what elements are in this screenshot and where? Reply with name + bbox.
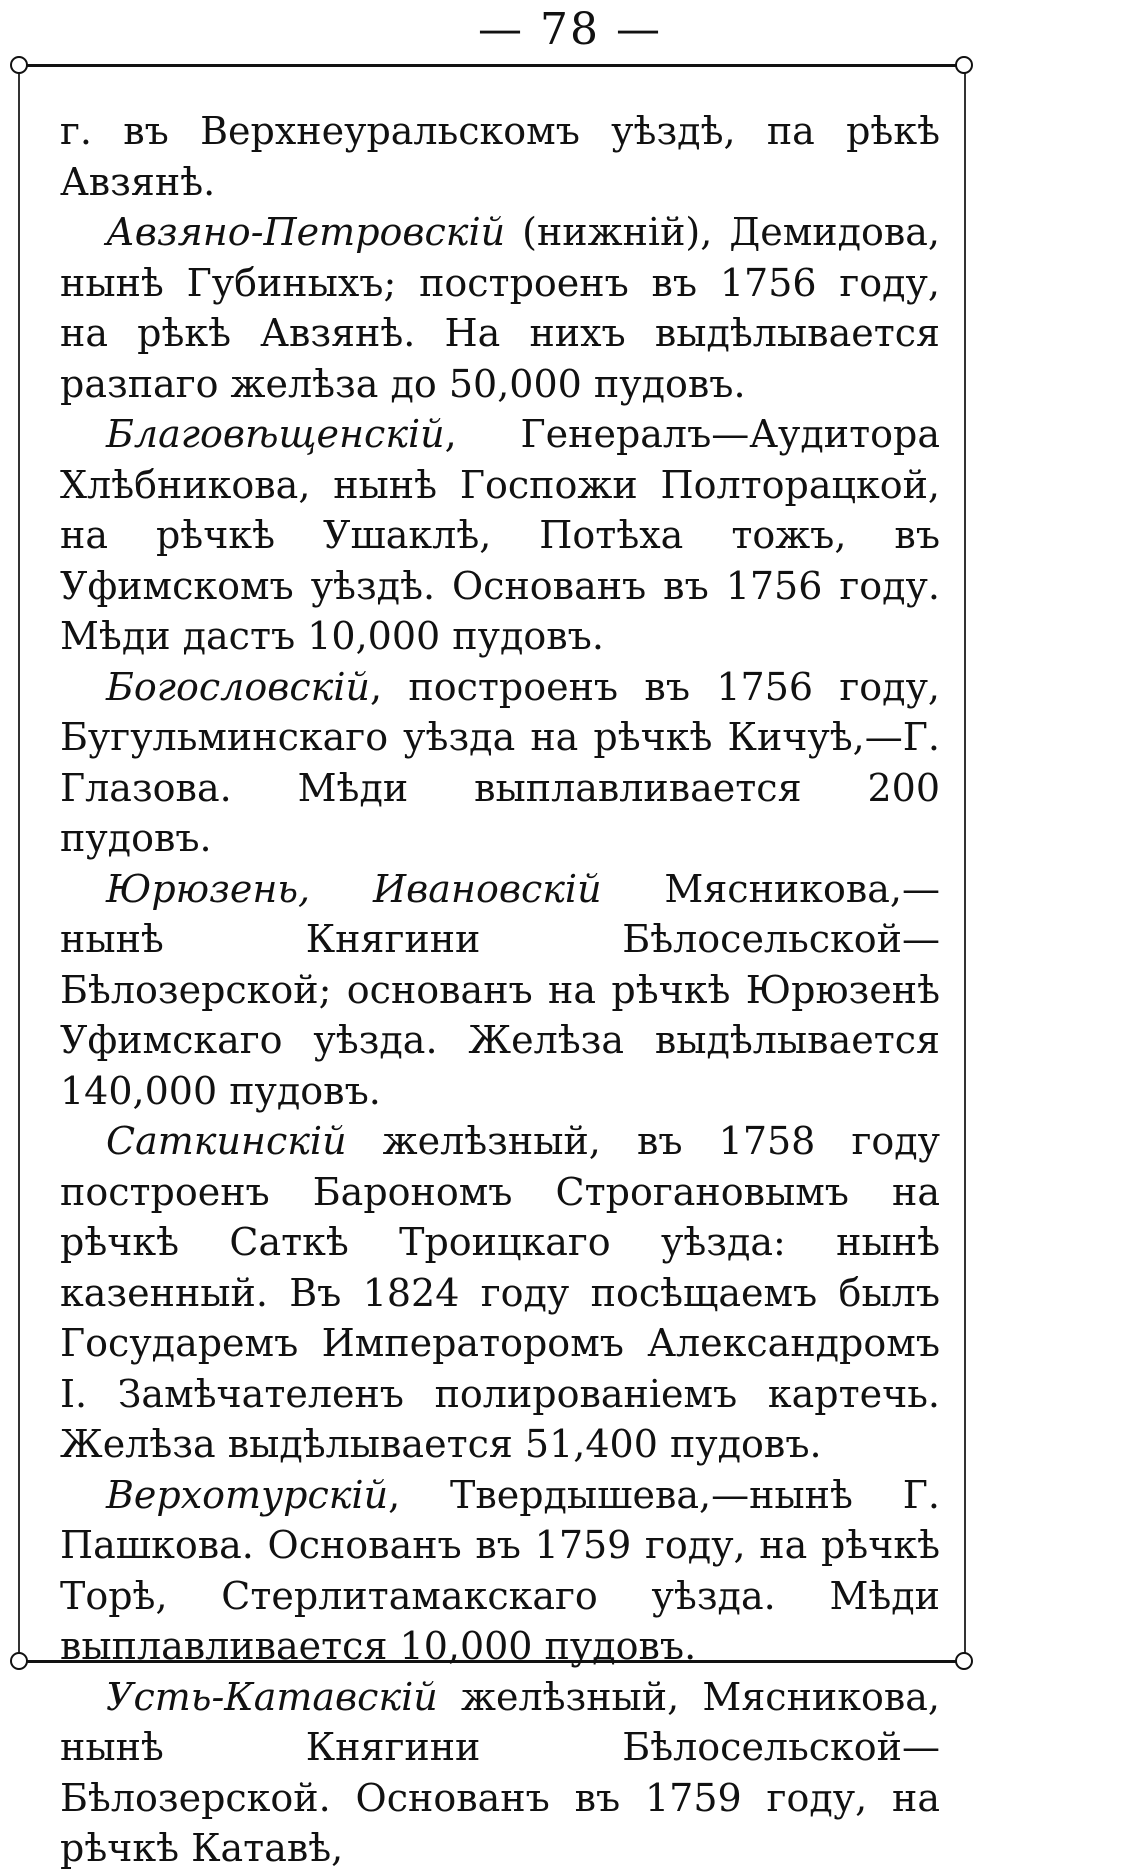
paragraph-verkhneuralsk-continuation <box>60 106 940 207</box>
paragraph-ust-katavsky <box>60 1672 940 1874</box>
paragraph-avzyano-petrovsky <box>60 207 940 409</box>
factory-name: Юрюзень, Ивановскій <box>106 866 602 911</box>
corner-ornament-top-left <box>10 56 28 74</box>
corner-ornament-bottom-left <box>10 1652 28 1670</box>
factory-name: Верхотурскій <box>106 1472 389 1517</box>
frame-top-rule <box>18 64 966 67</box>
paragraph-bogoslovsky <box>60 662 940 864</box>
factory-name: Благовѣщенскій <box>106 412 445 456</box>
paragraph-text: , построенъ въ 1756 году, Бугульминскаго уѣзда на рѣчкѣ Кичуѣ,—Г. Глазова. Мѣди выплавливается 200 пудовъ. <box>60 664 940 860</box>
frame-left-rule <box>18 64 20 1662</box>
paragraph-text: желѣзный, въ 1758 году построенъ Барономъ Строгановымъ на рѣчкѣ Саткѣ Троицкаго уѣзда: нынѣ казенный. Въ 1824 году посѣщаемъ былъ Государемъ Императоромъ Александромъ I. Замѣчателенъ полированіемъ картечь. Желѣза выдѣлывается 51,400 пудовъ. <box>60 1119 940 1466</box>
paragraph-blagoveshchensky <box>60 409 940 662</box>
frame-right-rule <box>964 64 966 1662</box>
paragraph-text: , Твердышева,—нынѣ Г. Пашкова. Основанъ въ 1759 году, на рѣчкѣ Торѣ, Стерлитамакскаго уѣзда. Мѣди выплавливается 10,000 пудовъ. <box>60 1472 940 1668</box>
corner-ornament-bottom-right <box>955 1652 973 1670</box>
body-text <box>60 106 940 1874</box>
factory-name: Усть-Катавскій <box>106 1674 438 1719</box>
paragraph-yuryuzen-ivanovsky <box>60 864 940 1117</box>
corner-ornament-top-right <box>955 56 973 74</box>
paragraph-text: желѣзный, Мясникова, нынѣ Княгини Бѣлосельской—Бѣлозерской. Основанъ въ 1759 году, на рѣчкѣ Катавѣ, <box>60 1674 940 1870</box>
factory-name: Богословскій <box>106 664 370 709</box>
paragraph-text: (нижній), Демидова, нынѣ Губиныхъ; построенъ въ 1756 году, на рѣкѣ Авзянѣ. На нихъ выдѣлывается разпаго желѣза до 50,000 пудовъ. <box>60 210 940 406</box>
paragraph-text: , Генералъ—Аудитора Хлѣбникова, нынѣ Госпожи Полторацкой, на рѣчкѣ Ушаклѣ, Потѣха тожъ, въ Уфимскомъ уѣздѣ. Основанъ въ 1756 году. Мѣди дастъ 10,000 пудовъ. <box>60 412 940 658</box>
paragraph-verkhotursky <box>60 1470 940 1672</box>
paragraph-text: г. въ Верхнеуральскомъ уѣздѣ, па рѣкѣ Авзянѣ. <box>60 109 940 204</box>
paragraph-text: Мясникова,—нынѣ Княгини Бѣлосельской—Бѣлозерской; основанъ на рѣчкѣ Юрюзенѣ Уфимскаго уѣзда. Желѣза выдѣлывается 140,000 пудовъ. <box>60 866 940 1113</box>
page-number: — 78 — <box>478 4 662 55</box>
factory-name: Авзяно-Петровскій <box>106 210 506 254</box>
paragraph-satkinsky <box>60 1116 940 1470</box>
factory-name: Саткинскій <box>106 1119 347 1163</box>
